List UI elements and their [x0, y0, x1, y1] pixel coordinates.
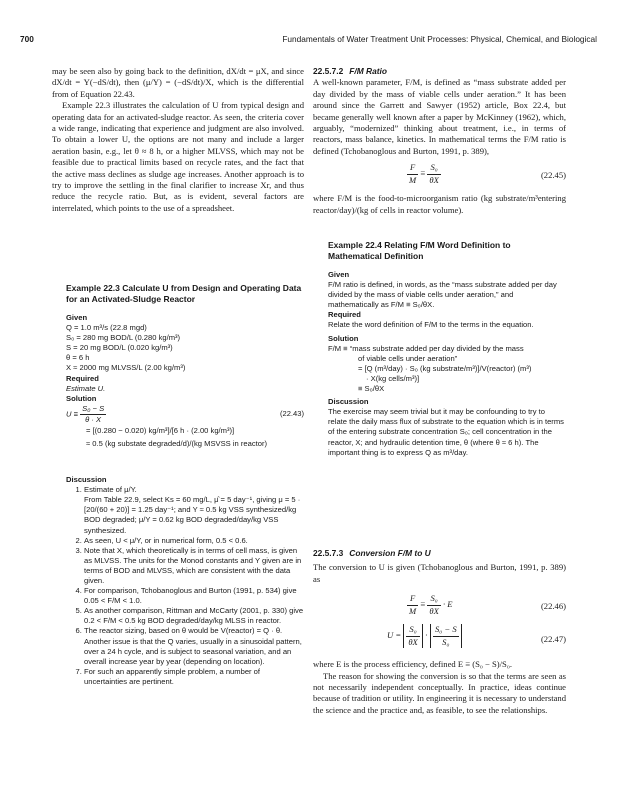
fraction-numerator: S₀ [427, 593, 440, 605]
section-22-5-7-3 [313, 548, 566, 716]
example-paragraph: Example 22.3 illustrates the calculation of U from typical design and operating data for an activated-sludge reactor. As seen, the criteria cover a wide range, indicating that experience and judgment are also involved. To obtain a lower U, the options are not many and include a larger aeration basin, e.g., let θ ≈ 8 h, or a higher MLVSS, which may not be feasible due to practical limits based on recycle rates, and the fact that the active mass declines as sludge age increases. Another approach is to try to improve the settling in the final clarifier to increase Xr, and thus reduce the recycle ratio. But, as is evident, several factors are interrelated, which points to the use of a spreadsheet. [52, 100, 304, 213]
required-label: Required [66, 373, 99, 383]
intro-paragraph: may be seen also by going back to the definition, dX/dt = μX, and since dX/dt = Y(−dS/dt), then (μ/Y) = (−dS/dt)/X, which is the differential from of Equation 22.43. [52, 66, 304, 99]
efficiency-term: · E [442, 599, 453, 610]
fraction-numerator: S₀ [427, 162, 440, 174]
fraction-numerator: F [407, 162, 418, 174]
fraction-numerator: F [407, 593, 418, 605]
fraction-numerator: S₀ [406, 624, 419, 636]
fraction-numerator: S₀ − S [80, 404, 106, 415]
fraction-numerator: S₀ − S [433, 624, 459, 636]
equation-number: (22.45) [540, 170, 566, 181]
example-22-4-box [328, 240, 564, 458]
solution-line: = [Q (m³/day) · S₀ (kg substrate/m³)]/V(reactor) (m³) [358, 363, 532, 373]
solution-line: · X(kg cells/m³)] [366, 373, 420, 383]
given-text: F/M ratio is defined, in words, as the “mass substrate added per day divided by the mass of viable cells under aeration,” and mathematically as F/M ≡ S₀/θX. [328, 280, 557, 310]
right-column [313, 66, 566, 216]
solution-label: Solution [66, 393, 97, 403]
section-heading [313, 66, 566, 77]
lhs-fraction [407, 162, 418, 186]
fraction-denominator: θX [408, 636, 418, 647]
solution-line: ≈ 0.5 (kg substate degraded/d)/(kg MSVSS in reactor) [86, 438, 268, 448]
section-heading [313, 548, 566, 559]
example-22-3-title: Example 22.3 Calculate U from Design and Operating Data for an Activated-Sludge Reactor [66, 283, 302, 304]
section-text: The conversion to U is given (Tchobanoglous and Burton, 1991, p. 389) as [313, 562, 566, 584]
book-title: Fundamentals of Water Treatment Unit Processes: Physical, Chemical, and Biological [282, 34, 597, 44]
example-22-4-title: Example 22.4 Relating F/M Word Definition to Mathematical Definition [328, 240, 511, 261]
list-item: 1. Estimate of μ/Y. From Table 22.9, select Ks = 60 mg/L, μ̂ = 5 day⁻¹, giving μ = 5 · [20/(60 + 20)] = 1.25 day⁻¹; and Y ≈ 0.5 kg VSS synthesized/kg BOD degraded; μ/Y = 0.62 kg BOD degraded/day/kg VSS synthesized. [84, 485, 304, 535]
list-item: 4. For comparison, Tchobanoglous and Burton (1991, p. 534) give 0.05 < F/M < 1.0. [84, 586, 304, 606]
given-label: Given [66, 313, 88, 322]
example-22-3-box [66, 283, 304, 687]
equation-number: (22.43) [279, 408, 304, 418]
equation-number: (22.46) [540, 601, 566, 612]
section-number: 22.5.7.2 [313, 66, 344, 76]
list-item: 3. Note that X, which theoretically is in terms of cell mass, is given as MLVSS. The units for the Monod constants and Y given are in terms of BOD and MLVSS, which are consistent with the data given. [84, 546, 304, 586]
equation-22-45: $\frac{F}{M}$ ≡ $\frac{\text{S₀}}{\theta X}$ (22.45) [409, 162, 566, 185]
required-text: Estimate U. [66, 383, 106, 393]
given-item: S₀ = 280 mg BOD/L (0.280 kg/m³) [66, 333, 181, 343]
given-item: S = 20 mg BOD/L (0.020 kg/m³) [66, 343, 173, 353]
equation-lhs: U = [387, 630, 402, 641]
left-column [52, 66, 304, 214]
given-item: X ≈ 2000 mg MLVSS/L (2.00 kg/m³) [66, 363, 186, 373]
fraction-denominator: S₀ [442, 636, 450, 647]
section-title: Conversion F/M to U [349, 548, 431, 558]
solution-line: ≡ S₀/θX [358, 384, 385, 394]
section-text: A well-known parameter, F/M, is defined as “mass substrate added per day divided by the mass of viable cells under aeration.” It has been around since the Garrett and Sawyer (1952) article, Box 22.4, but became generally well known after a paper by McKinney (1962), which, arguably, “modernized” thinking about treatment, i.e., in terms of reactors, mass balance, kinetics. In mathematical terms the F/M ratio is defined (Tchobanoglous and Burton, 1991, p. 389), [313, 77, 566, 156]
fraction-denominator: M [409, 174, 417, 185]
section-text: The reason for showing the conversion is so that the terms are seen as not necessarily independent conceptually. In practice, ideas continue because of tradition or utility. In engineering it is necessary to understand the science and the practice and, as feasible, to see the relationships. [313, 670, 566, 715]
section-text: where F/M is the food-to-microorganism ratio (kg substrate/m³entering reactor/day)/(kg of cells in reactor volume). [313, 193, 566, 215]
section-text: where E is the process efficiency, defined E ≡ (S₀ − S)/S₀. [313, 659, 512, 670]
solution-line: of viable cells under aeration” [358, 353, 458, 363]
solution-line: = [(0.280 − 0.020) kg/m³]/[6 h · (2.00 kg/m³)] [86, 425, 235, 435]
list-item: 2. As seen, U < μ/Y, or in numerical form, 0.5 < 0.6. [84, 536, 304, 546]
solution-line: F/M ≡ “mass substrate added per day divided by the mass [328, 343, 524, 353]
list-item: 7. For such an apparently simple problem, a number of uncertainties are pertinent. [84, 667, 304, 687]
required-text: Relate the word definition of F/M to the terms in the equation. [328, 320, 534, 330]
list-item: 5. As another comparison, Rittman and McCarty (2001, p. 330) give 0.2 < F/M < 0.5 kg BOD degraded/day/kg MLSS in reactor. [84, 606, 304, 626]
equation-22-46: $\frac{F}{M}$ ≡ $\frac{\text{S₀}}{\theta X}$ · E (22.46) [409, 593, 566, 616]
fraction-denominator: θX [429, 605, 439, 616]
equation-22-47: U = $\frac{\text{S₀}}{\theta X}$ · $\frac{\text{S₀ − S}}{\text{S₀}}$ (22.47) [387, 624, 566, 647]
required-label: Required [328, 310, 361, 320]
rhs-fraction [427, 162, 440, 186]
given-label: Given [328, 270, 350, 279]
equation-fraction [80, 404, 106, 425]
equation-number: (22.47) [540, 634, 566, 645]
discussion-label: Discussion [328, 397, 369, 407]
solution-label: Solution [328, 333, 359, 343]
discussion-list [66, 485, 304, 687]
list-item: 6. The reactor sizing, based on θ would be V(reactor) = Q · θ. Another issue is that the Q varies, usually in a sinusoidal pattern, over a 24 h cycle, and is subject to seasonal variation, and an overall increase year by year (depending on location). [84, 626, 304, 666]
equation-22-43 [66, 404, 304, 426]
running-header [20, 34, 597, 48]
section-title: F/M Ratio [349, 66, 387, 76]
fraction-denominator: θX [429, 174, 439, 185]
discussion-text: The exercise may seem trivial but it may be confounding to try to relate the daily mass flux of substrate to the equation which is in terms of the entering substrate concentration S₀; cell concentration in the reactor, X; and hydraulic detention time, θ (where θ ≈ 6 h). The important thing is to express Q as m³/day. [328, 407, 564, 457]
section-number: 22.5.7.3 [313, 548, 344, 558]
page-number: 700 [20, 34, 34, 44]
fraction-denominator: θ · X [85, 414, 102, 424]
equation-lhs: U ≡ [66, 409, 79, 419]
fraction-denominator: M [409, 605, 417, 616]
discussion-label: Discussion [66, 475, 107, 485]
given-item: Q = 1.0 m³/s (22.8 mgd) [66, 323, 147, 333]
given-item: θ = 6 h [66, 353, 90, 363]
